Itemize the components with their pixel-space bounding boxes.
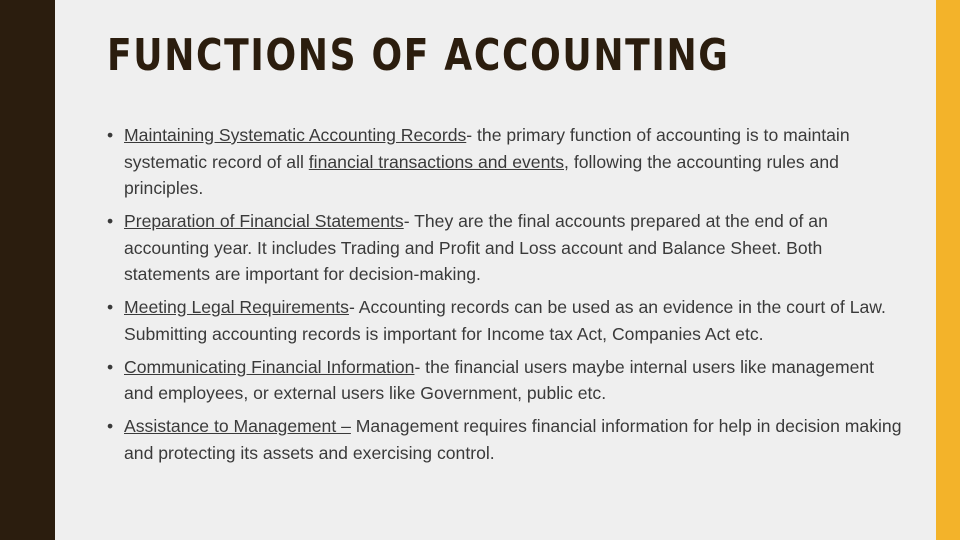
accent-bar	[936, 0, 960, 540]
bullet-icon: •	[107, 416, 114, 436]
item-text: - They are the final accounts prepared at the end of an accounting year. It includes Trading and Profit and Loss account and Balance Sheet. Both statements are important for decision-making.	[124, 211, 828, 284]
item-text: - the financial users maybe internal users like management and employees, or external users like Government, public etc.	[124, 356, 875, 403]
bullet-icon: •	[107, 211, 114, 231]
item-underlined-text: financial transactions and events,	[308, 151, 569, 172]
bullet-icon: •	[107, 356, 114, 377]
list-item	[106, 208, 906, 288]
list-item	[106, 413, 906, 466]
item-term: Communicating Financial Information	[124, 356, 415, 377]
item-term: Maintaining Systematic Accounting Records	[124, 125, 467, 145]
bullet-icon: •	[107, 297, 114, 317]
item-text: - Accounting records can be used as an evidence in the court of Law. Submitting accounting records is important for Income tax Act, Companies Act etc.	[124, 297, 886, 344]
bullet-icon: •	[107, 125, 114, 145]
item-text: - the primary function of accounting is to maintain systematic record of all	[124, 125, 850, 172]
list-item	[106, 122, 906, 202]
item-text: Management requires financial information for help in decision making and protecting its assets and exercising control.	[124, 416, 902, 463]
list-item	[106, 294, 906, 347]
item-term: Preparation of Financial Statements	[124, 211, 404, 231]
item-text-continued: following the accounting rules and principles.	[124, 151, 839, 198]
slide-title: FUNCTIONS OF ACCOUNTING	[107, 30, 730, 81]
bullet-list	[106, 122, 906, 473]
item-term: Meeting Legal Requirements	[124, 297, 349, 317]
list-item	[106, 354, 906, 407]
item-term: Assistance to Management –	[124, 416, 351, 436]
